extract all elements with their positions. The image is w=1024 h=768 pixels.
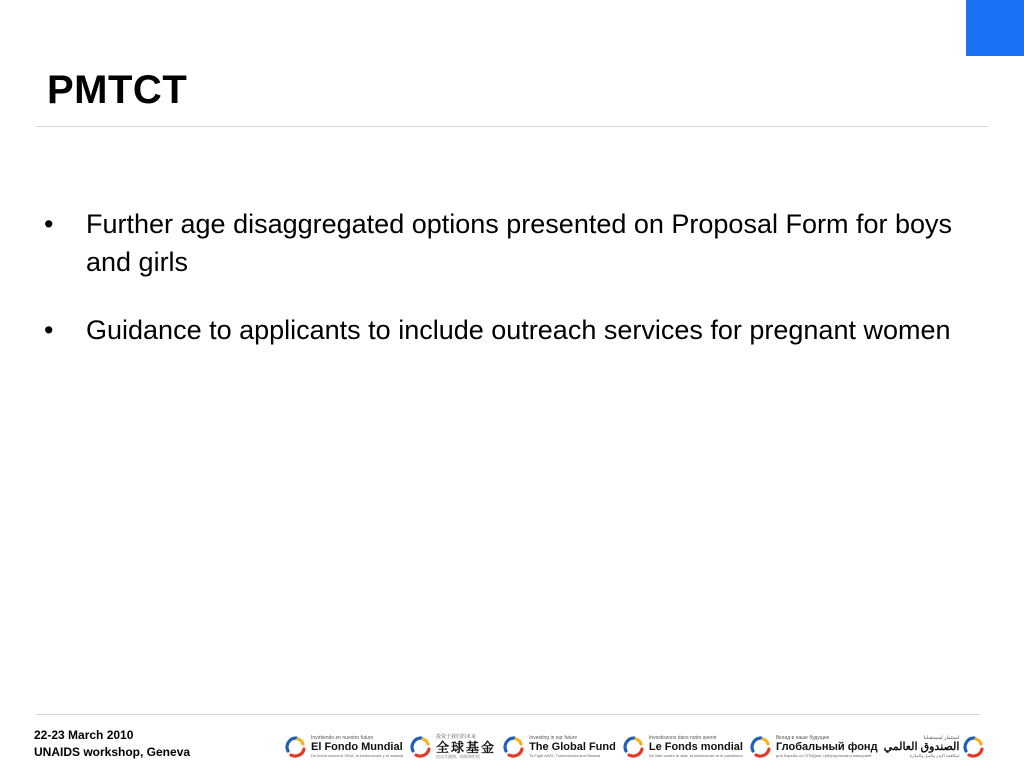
logo-arabic: [884, 735, 987, 759]
logo-tagline: Investissons dans notre avenir: [648, 735, 717, 741]
logo-name: Le Fonds mondial: [648, 741, 743, 753]
global-fund-swirl-icon: [409, 735, 433, 759]
logo-tagline: 投资于我们的未来: [436, 734, 477, 740]
global-fund-swirl-icon: [622, 735, 646, 759]
bullet-marker: •: [44, 209, 54, 239]
logo-subtitle: لمكافحة الإيدز والسل والملاريا: [909, 753, 960, 758]
logo-tagline: Investing in our future: [529, 735, 578, 741]
logo-the-global-fund: [502, 735, 616, 759]
footer-date: 22-23 March 2010: [34, 728, 134, 742]
logo-tagline: Invirtiendo en nuestro futuro: [311, 735, 374, 741]
corner-accent-block: [966, 0, 1024, 56]
logo-name: الصندوق العالمي: [883, 741, 960, 753]
logo-name: The Global Fund: [529, 741, 616, 753]
logo-name: 全球基金: [436, 740, 497, 755]
logo-subtitle: To Fight AIDS, Tuberculosis and Malaria: [529, 753, 601, 758]
title-divider: [36, 126, 988, 127]
global-fund-swirl-icon: [502, 735, 526, 759]
logo-name: El Fondo Mundial: [311, 741, 403, 753]
global-fund-swirl-icon: [749, 735, 773, 759]
bullet-text: Guidance to applicants to include outreach services for pregnant women: [86, 315, 951, 345]
bullet-text: Further age disaggregated options presented on Proposal Form for boys and girls: [86, 209, 953, 277]
logo-name: Глобальный фонд: [775, 741, 878, 753]
footer-info: [34, 727, 190, 761]
global-fund-swirl-icon: [962, 735, 986, 759]
logo-subtitle: De lucha contra el SIDA, la tuberculosis y la malaria: [311, 753, 404, 758]
slide-title: PMTCT: [47, 68, 188, 112]
footer-divider: [36, 714, 980, 715]
global-fund-swirl-icon: [284, 735, 308, 759]
logo-tagline: استثمار لمستقبلنا: [923, 735, 960, 741]
logo-russian: [749, 735, 878, 759]
logo-chinese: [409, 735, 496, 759]
partner-logos: [284, 728, 986, 766]
logo-subtitle: 抗击艾滋病、结核和疟疾: [436, 754, 481, 759]
logo-subtitle: для борьбы со СПИДом, туберкулезом и малярией: [775, 753, 872, 758]
bullet-item: [44, 311, 984, 349]
bullet-item: [44, 205, 984, 281]
logo-tagline: Вклад в наше будущее: [775, 735, 830, 741]
logo-le-fonds-mondial: [622, 735, 743, 759]
logo-subtitle: De lutte contre le sida, la tuberculose et le paludisme: [648, 753, 743, 758]
footer-event: UNAIDS workshop, Geneva: [34, 745, 191, 759]
bullet-marker: •: [44, 315, 54, 345]
bullet-list: [44, 205, 984, 379]
logo-el-fondo-mundial: [284, 735, 403, 759]
